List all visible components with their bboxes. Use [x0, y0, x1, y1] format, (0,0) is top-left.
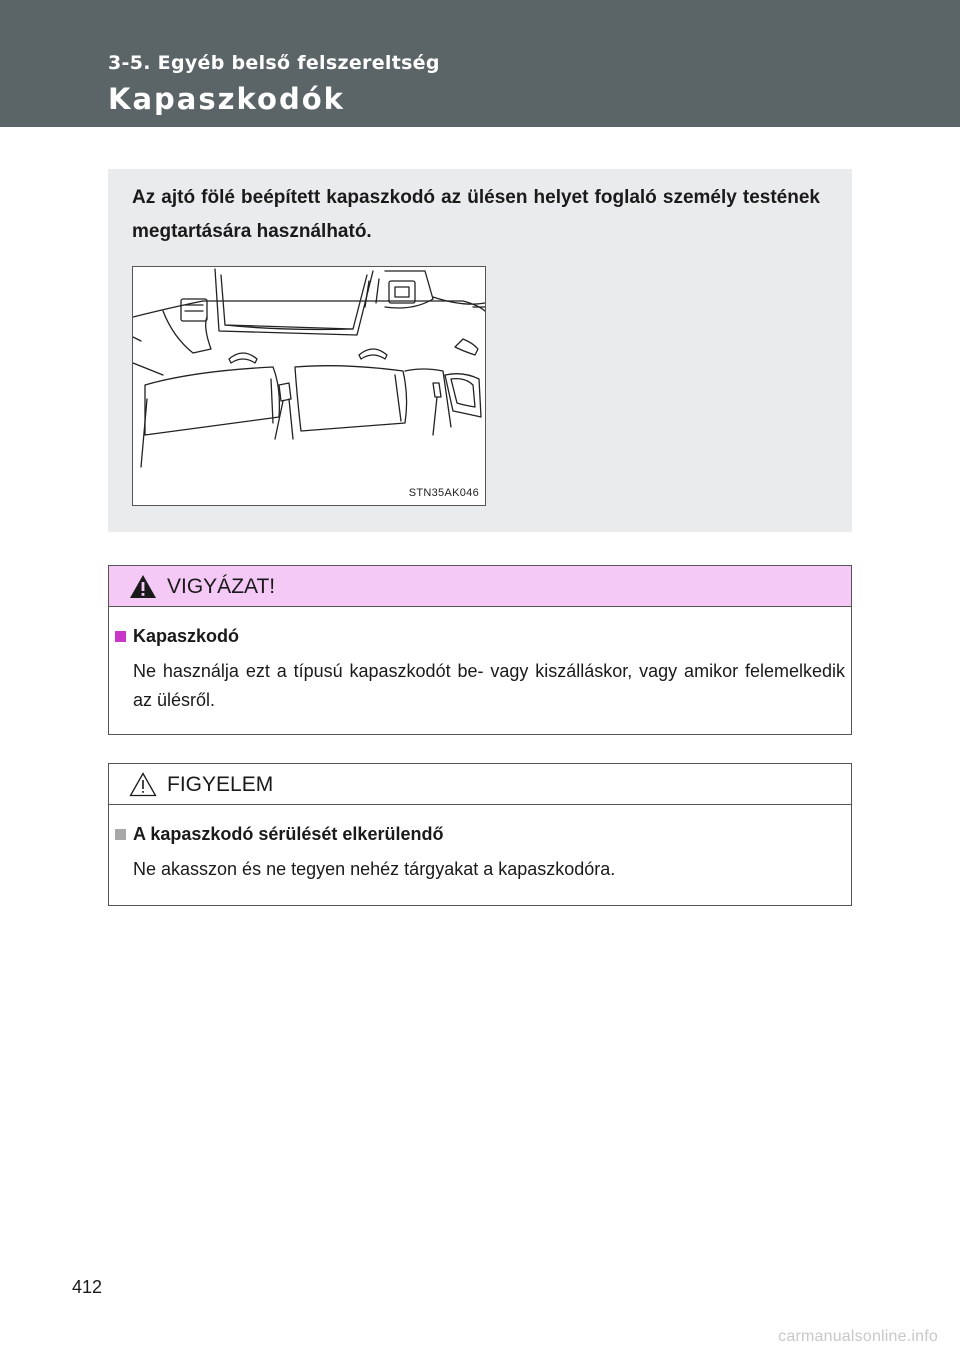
section-label: 3-5. Egyéb belső felszereltség: [108, 52, 440, 74]
caution-item-heading: [115, 823, 841, 845]
caution-box: [108, 763, 852, 906]
warning-title: VIGYÁZAT!: [167, 575, 276, 598]
caution-triangle-icon: [129, 772, 157, 797]
square-bullet-icon: [115, 829, 126, 840]
page-title: Kapaszkodók: [108, 82, 345, 116]
warning-item-title: Kapaszkodó: [133, 625, 240, 646]
warning-box: [108, 565, 852, 735]
warning-header: [109, 566, 851, 607]
intro-text: Az ajtó fölé beépített kapaszkodó az ülésen helyet foglaló személy testének megtartására használható.: [132, 187, 820, 242]
warning-item-heading: [115, 625, 841, 647]
caution-title: FIGYELEM: [167, 773, 274, 796]
caution-body: [109, 805, 851, 884]
watermark: carmanualsonline.info: [778, 1328, 938, 1345]
warning-item-text: Ne használja ezt a típusú kapaszkodót be- vagy kiszálláskor, vagy amikor felemelkedik az ülésről.: [133, 661, 845, 710]
warning-body: [109, 607, 851, 715]
caution-item-title: A kapaszkodó sérülését elkerülendő: [133, 823, 444, 844]
caution-item-text: Ne akasszon és ne tegyen nehéz tárgyakat a kapaszkodóra.: [133, 859, 616, 879]
car-interior-drawing-icon: [133, 267, 485, 505]
caution-header: [109, 764, 851, 805]
roof-grab-handles-illustration: [132, 266, 486, 506]
page-number: 412: [72, 1277, 103, 1297]
intro-box: [108, 169, 852, 532]
figure-code: STN35AK046: [408, 487, 479, 499]
square-bullet-icon: [115, 631, 126, 642]
page-header: [0, 0, 960, 127]
warning-triangle-icon: [129, 574, 157, 599]
